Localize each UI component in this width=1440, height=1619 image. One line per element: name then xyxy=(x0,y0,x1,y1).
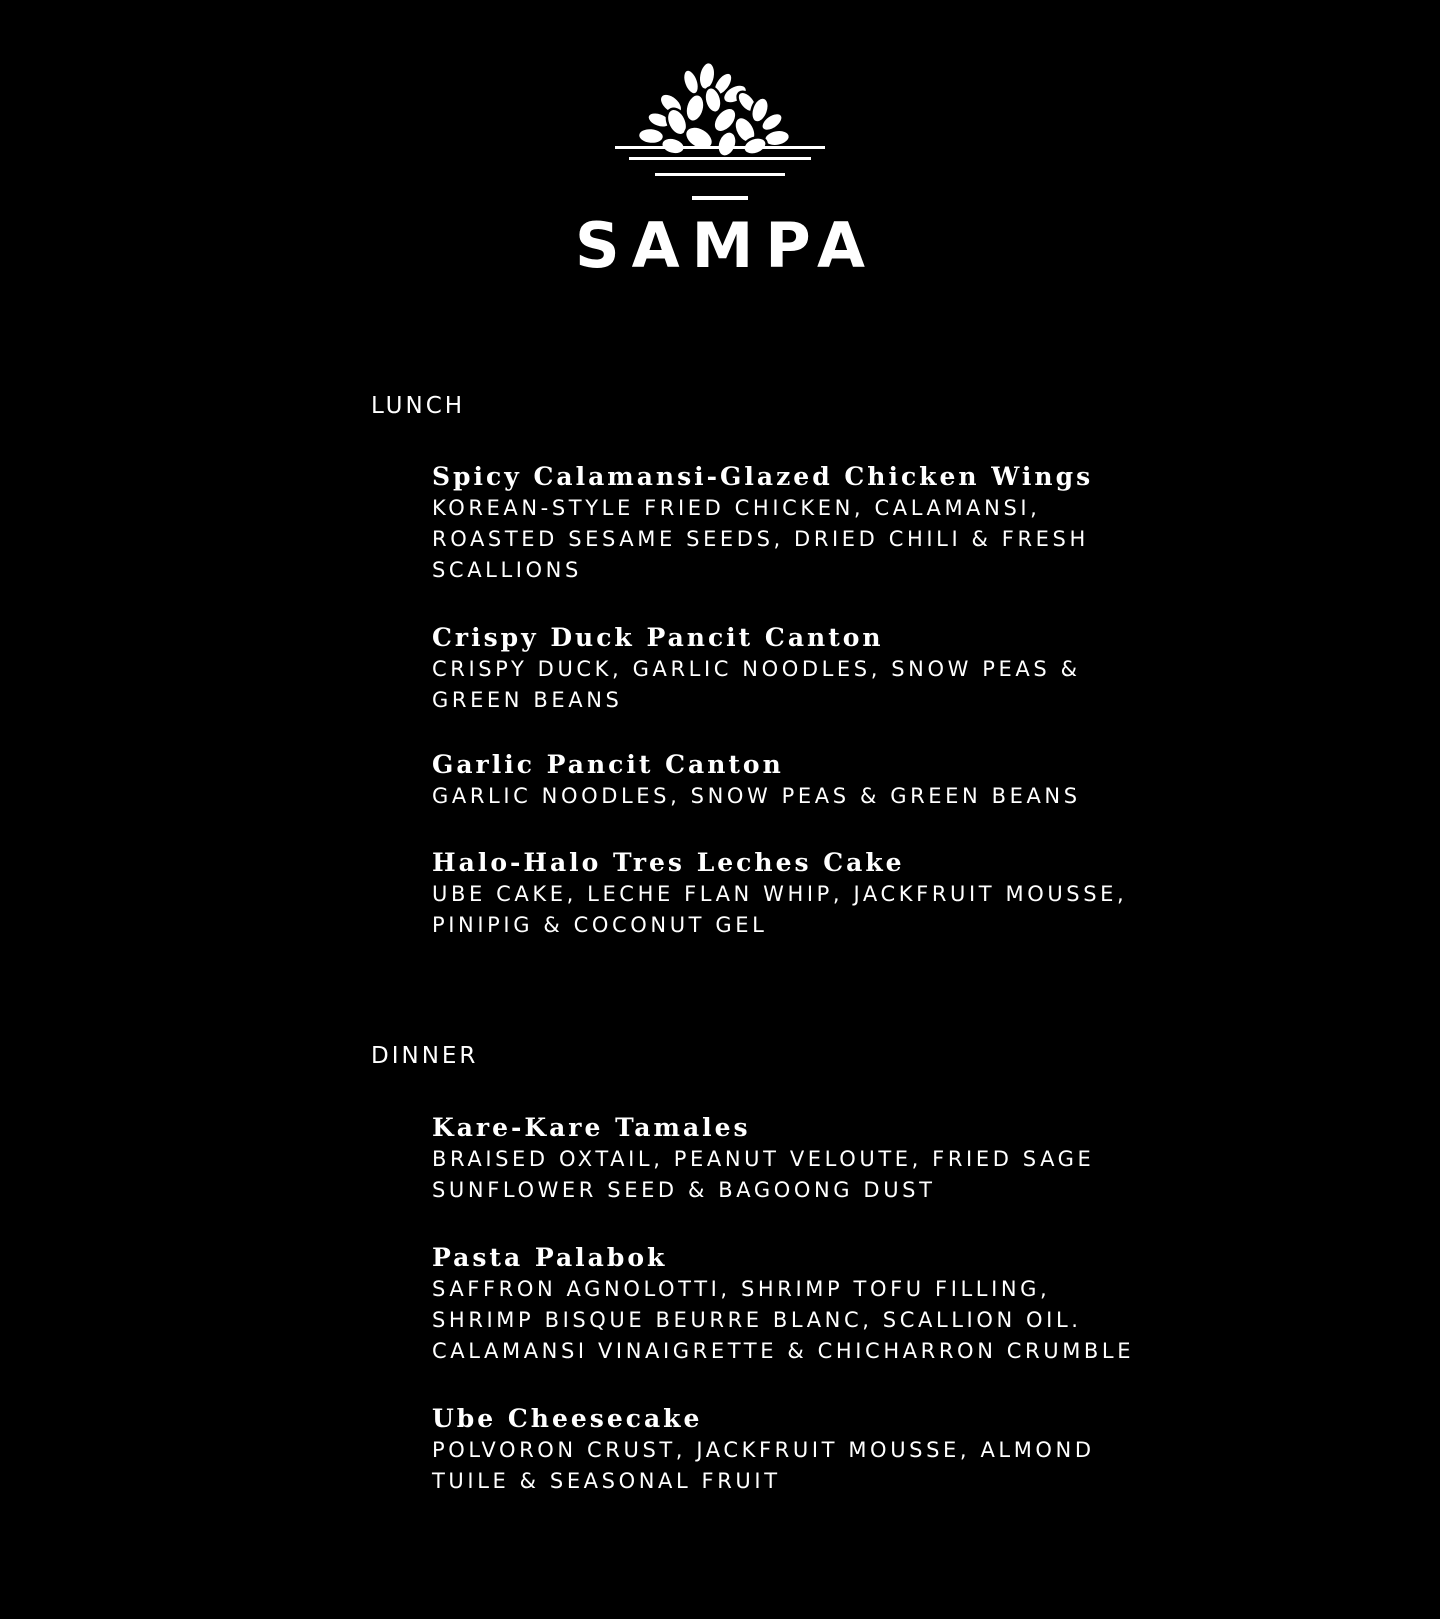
dish-description-line: CRISPY DUCK, GARLIC NOODLES, SNOW PEAS & xyxy=(432,657,1081,681)
dish-description-line: GREEN BEANS xyxy=(432,688,623,712)
lunch-item xyxy=(432,461,1093,586)
dish-description-line: SUNFLOWER SEED & BAGOONG DUST xyxy=(432,1178,936,1202)
dish-name: Ube Cheesecake xyxy=(432,1404,703,1433)
dish-name: Garlic Pancit Canton xyxy=(432,750,784,779)
dinner-item xyxy=(432,1242,1134,1367)
dish-description-line: POLVORON CRUST, JACKFRUIT MOUSSE, ALMOND xyxy=(432,1438,1095,1462)
lunch-item xyxy=(432,847,1127,941)
dish-description-line: CALAMANSI VINAIGRETTE & CHICHARRON CRUMBLE xyxy=(432,1339,1135,1363)
dish-description-line: BRAISED OXTAIL, PEANUT VELOUTE, FRIED SAGE xyxy=(432,1147,1095,1171)
dish-description-line: PINIPIG & COCONUT GEL xyxy=(432,913,768,937)
dish-description-line: ROASTED SESAME SEEDS, DRIED CHILI & FRESH xyxy=(432,527,1089,551)
dinner-item xyxy=(432,1403,1095,1497)
dish-name: Crispy Duck Pancit Canton xyxy=(432,623,884,652)
lunch-heading: LUNCH xyxy=(371,393,466,419)
dish-description-line: KOREAN-STYLE FRIED CHICKEN, CALAMANSI, xyxy=(432,496,1041,520)
dish-description-line: TUILE & SEASONAL FRUIT xyxy=(432,1469,781,1493)
dish-name: Pasta Palabok xyxy=(432,1243,668,1272)
brand-name: SAMPA xyxy=(574,209,878,282)
lunch-item xyxy=(432,749,1081,812)
lunch-item xyxy=(432,622,1081,716)
dish-description-line: SAFFRON AGNOLOTTI, SHRIMP TOFU FILLING, xyxy=(432,1277,1051,1301)
dish-description-line: GARLIC NOODLES, SNOW PEAS & GREEN BEANS xyxy=(432,784,1081,808)
leafy-bowl-icon xyxy=(615,60,825,205)
dinner-heading: DINNER xyxy=(371,1043,479,1069)
dinner-item xyxy=(432,1112,1094,1206)
dish-description-line: SCALLIONS xyxy=(432,558,582,582)
dish-description-line: UBE CAKE, LECHE FLAN WHIP, JACKFRUIT MOUSSE, xyxy=(432,882,1128,906)
dish-description-line: SHRIMP BISQUE BEURRE BLANC, SCALLION OIL. xyxy=(432,1308,1082,1332)
dish-name: Spicy Calamansi-Glazed Chicken Wings xyxy=(432,462,1094,491)
dish-name: Kare-Kare Tamales xyxy=(432,1113,751,1142)
dish-name: Halo-Halo Tres Leches Cake xyxy=(432,848,905,877)
